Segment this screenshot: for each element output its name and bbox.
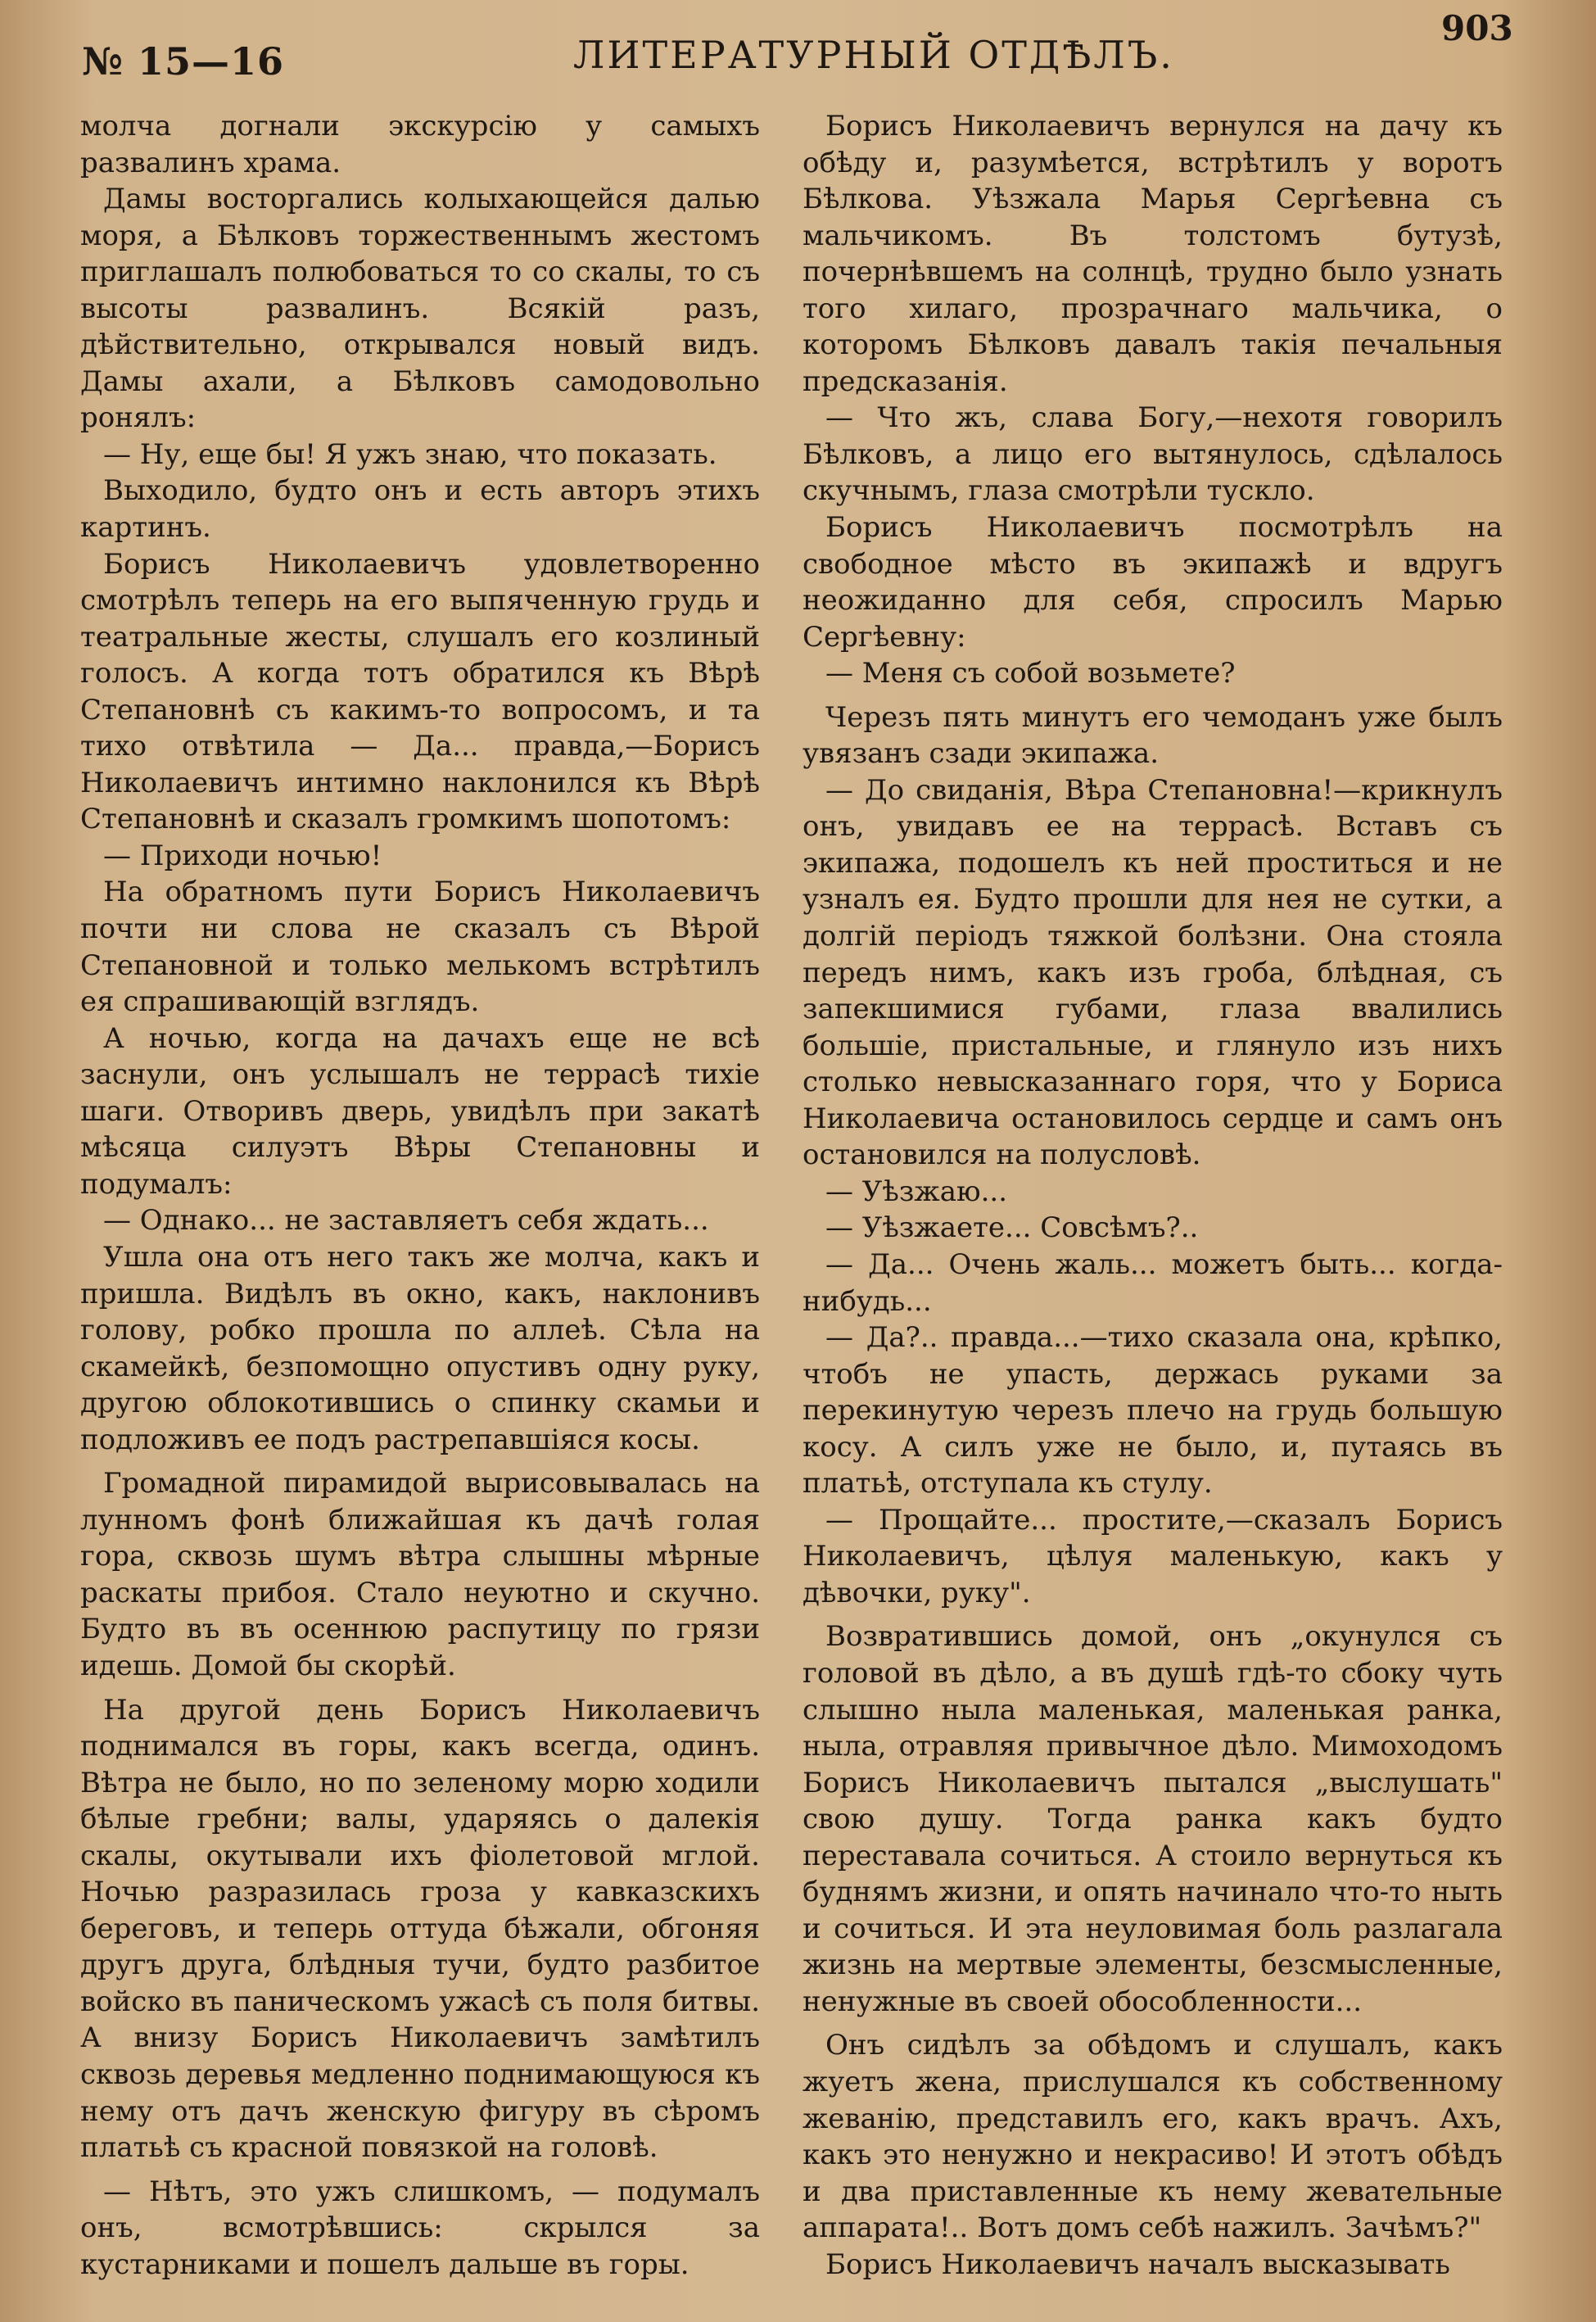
paragraph: — Ну, еще бы! Я ужъ знаю, что показать. bbox=[103, 437, 717, 471]
paragraph: Борисъ Николаевичъ вернулся на дачу къ обѣду и, разумѣется, встрѣтилъ у воротъ Бѣлкова. Уѣзжала Марья Сергѣевна съ мальчикомъ. Въ толстомъ бутузѣ, почернѣвшемъ на солнцѣ, трудно было узнать того хилаго, прозрачнаго мальчика, о которомъ Бѣлковъ давалъ такія печальныя предсказанія. bbox=[803, 110, 1503, 398]
paragraph: Возвратившись домой, онъ „окунулся съ головой въ дѣло, а въ душѣ гдѣ-то сбоку чуть слышно ныла маленькая, маленькая ранка, ныла, отравляя привычное дѣло. Мимоходомъ Борисъ Николаевичъ пытался „выслушать" свою душу. Тогда ранка какъ будто переставала сочиться. А стоило вернуться къ буднямъ жизни, и опять начинало что-то ныть и сочиться. И эта неуловимая боль разлагала жизнь на мертвые элементы, безсмысленные, ненужные въ своей обособленности... bbox=[803, 1620, 1503, 2018]
paragraph: А ночью, когда на дачахъ еще не всѣ заснули, онъ услышалъ не террасѣ тихіе шаги. Отворивъ дверь, увидѣлъ при закатѣ мѣсяца силуэтъ Вѣры Степановны и подумалъ: bbox=[80, 1021, 760, 1201]
paragraph: молча догнали экскурсію у самыхъ развалинъ храма. bbox=[80, 110, 760, 179]
paragraph: — Да?.. правда...—тихо сказала она, крѣпко, чтобъ не упасть, держась руками за перекинутую черезъ плечо на грудь большую косу. А силъ уже не было, и, путаясь въ платьѣ, отступала къ стулу. bbox=[803, 1321, 1503, 1500]
right-column bbox=[803, 108, 1503, 2283]
issue-number: № 15—16 bbox=[82, 39, 285, 84]
paragraph: — Прощайте... простите,—сказалъ Борисъ Николаевичъ, цѣлуя маленькую, какъ у дѣвочки, руку". bbox=[803, 1503, 1503, 1609]
paragraph: На другой день Борисъ Николаевичъ поднимался въ горы, какъ всегда, одинъ. Вѣтра не было, но по зеленому морю ходили бѣлые гребни; валы, ударяясь о далекія скалы, окутывали ихъ фіолетовой мглой. Ночью разразилась гроза у кавказскихъ береговъ, и теперь оттуда бѣжали, обгоняя другъ друга, блѣдныя тучи, будто разбитое войско въ паническомъ ужасѣ съ поля битвы. А внизу Борисъ Николаевичъ замѣтилъ сквозь деревья медленно поднимающуюся къ нему отъ дачъ женскую фигуру въ сѣромъ платьѣ съ красной повязкой на головѣ. bbox=[80, 1693, 760, 2165]
paragraph: — Что жъ, слава Богу,—нехотя говорилъ Бѣлковъ, а лицо его вытянулось, сдѣлалось скучнымъ, глаза смотрѣли тускло. bbox=[803, 401, 1503, 508]
paragraph: — Уѣзжаете... Совсѣмъ?.. bbox=[825, 1211, 1199, 1245]
paragraph: — Приходи ночью! bbox=[103, 839, 382, 872]
paragraph: — Да... Очень жаль... можетъ быть... когда-нибудь... bbox=[803, 1247, 1503, 1318]
paragraph: — Однако... не заставляетъ себя ждать... bbox=[103, 1204, 709, 1238]
paragraph: — Меня съ собой возьмете? bbox=[825, 657, 1236, 690]
paragraph: — До свиданія, Вѣра Степановна!—крикнулъ онъ, увидавъ ее на террасѣ. Вставъ съ экипажа, подошелъ къ ней проститься и не узналъ ея. Будто прошли для нея не сутки, а долгій періодъ тяжкой болѣзни. Она стояла передъ нимъ, какъ изъ гроба, блѣдная, съ запекшимися губами, глаза ввалились большіе, пристальные, и глянуло изъ нихъ столько невысказаннаго горя, что у Бориса Николаевича остановилось сердце и самъ онъ остановился на полусловѣ. bbox=[803, 773, 1503, 1172]
paragraph: На обратномъ пути Борисъ Николаевичъ почти ни слова не сказалъ съ Вѣрой Степановной и только мелькомъ встрѣтилъ ея спрашивающій взглядъ. bbox=[80, 876, 760, 1019]
paragraph: Борисъ Николаевичъ удовлетворенно смотрѣлъ теперь на его выпяченную грудь и театральные жесты, слушалъ его козлиный голосъ. А когда тотъ обратился къ Вѣрѣ Степановнѣ съ какимъ-то вопросомъ, и та тихо отвѣтила — Да... правда,—Борисъ Николаевичъ интимно наклонился къ Вѣрѣ Степановнѣ и сказалъ громкимъ шопотомъ: bbox=[80, 547, 760, 836]
paragraph: Громадной пирамидой вырисовывалась на лунномъ фонѣ ближайшая къ дачѣ голая гора, сквозь шумъ вѣтра слышны мѣрные раскаты прибоя. Стало неуютно и скучно. Будто въ въ осеннюю распутицу по грязи идешь. Домой бы скорѣй. bbox=[80, 1467, 760, 1682]
paragraph: Ушла она отъ него такъ же молча, какъ и пришла. Видѣлъ въ окно, какъ, наклонивъ голову, робко прошла по аллеѣ. Сѣла на скамейкѣ, безпомощно опустивъ одну руку, другою облокотившись о спинку скамьи и подложивъ ее подъ растрепавшіяся косы. bbox=[80, 1240, 760, 1456]
paragraph: — Уѣзжаю... bbox=[825, 1175, 1007, 1208]
paragraph: Выходило, будто онъ и есть авторъ этихъ картинъ. bbox=[80, 474, 760, 545]
paragraph: Черезъ пять минутъ его чемоданъ уже былъ увязанъ сзади экипажа. bbox=[803, 700, 1503, 771]
paragraph: Борисъ Николаевичъ посмотрѣлъ на свободное мѣсто въ экипажѣ и вдругъ неожиданно для себя, спросилъ Марью Сергѣевну: bbox=[803, 511, 1503, 654]
paragraph: Онъ сидѣлъ за обѣдомъ и слушалъ, какъ жуетъ жена, прислушался къ собственному жеванію, представилъ его, какъ врачъ. Ахъ, какъ это ненужно и некрасиво! И этотъ обѣдъ и два приставленные къ нему жевательные аппарата!.. Вотъ домъ себѣ нажилъ. Зачѣмъ?" bbox=[803, 2029, 1503, 2245]
left-column bbox=[80, 108, 760, 2283]
page-header bbox=[0, 8, 1596, 84]
paragraph: — Нѣтъ, это ужъ слишкомъ, — подумалъ онъ, всмотрѣвшись: скрылся за кустарниками и пошелъ дальше въ горы. bbox=[80, 2175, 760, 2281]
paragraph: Дамы восторгались колыхающейся далью моря, а Бѣлковъ торжественнымъ жестомъ приглашалъ полюбоваться то со скалы, то съ высоты развалинъ. Всякій разъ, дѣйствительно, открывался новый видъ. Дамы ахали, а Бѣлковъ самодовольно ронялъ: bbox=[80, 183, 760, 435]
paragraph: Борисъ Николаевичъ началъ высказывать bbox=[825, 2247, 1450, 2281]
page-number: 903 bbox=[1441, 8, 1513, 48]
section-title: ЛИТЕРАТУРНЫЙ ОТДѢЛЪ. bbox=[573, 33, 1174, 77]
